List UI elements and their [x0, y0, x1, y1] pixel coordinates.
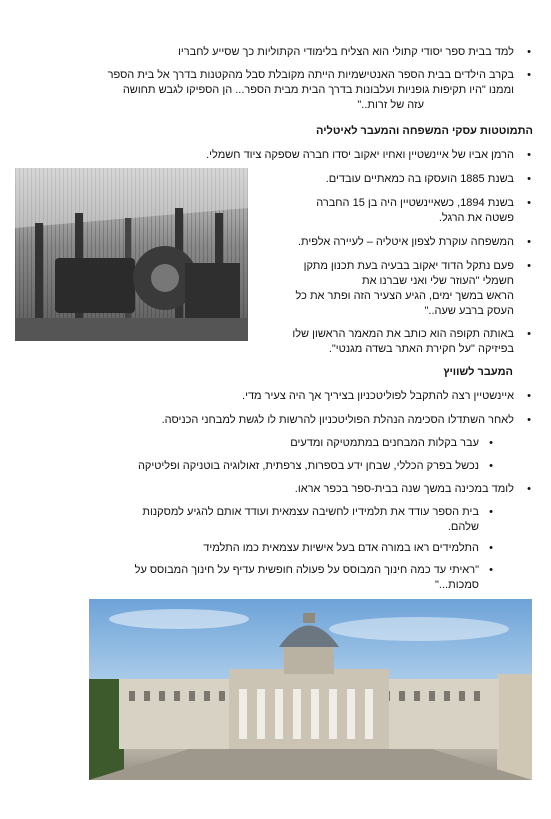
item-line: התלמידים ראו במורה אדם בעל אישיות עצמאית כמו התלמיד: [203, 542, 479, 554]
item-line: סמכות...": [435, 579, 479, 591]
item-line: עזה של זרות..": [357, 99, 424, 111]
item-line: בית הספר עודד את תלמידיו לחשיבה עצמאית ועודד אותם להגיע למסקנות: [142, 506, 479, 518]
item-line: וממנו "היו תקיפות גופניות ועלבונות בדרך הבית מבית הספר... הן הספיקו לגבש תחושה: [122, 84, 514, 96]
item-line: בשנת 1894, כשאיינשטיין היה בן 15 החברה: [316, 197, 514, 209]
item-line: בפיזיקה "על חקירת האתר בשדה מגנטי".: [328, 343, 514, 355]
bullet: •: [489, 460, 493, 472]
item-line: איינשטיין רצה להתקבל לפוליטכניון בציריך אך היה צעיר מדי.: [242, 390, 514, 402]
item-line: פשטה את הרגל.: [438, 212, 514, 224]
bullet: •: [527, 149, 531, 161]
list-item: [44, 389, 531, 404]
list-item: [44, 148, 531, 163]
bullet: •: [527, 414, 531, 426]
bullet: •: [527, 260, 531, 272]
bullet: •: [527, 390, 531, 402]
bullet: •: [527, 483, 531, 495]
university-building-icon: [89, 599, 532, 780]
factory-photo: [15, 168, 248, 341]
factory-engraving-icon: [15, 168, 248, 341]
item-line: נכשל בפרק הכללי, שבחן ידע בספרות, צרפתית, זאולוגיה בוטניקה ופליטיקה: [137, 460, 479, 472]
bullet: •: [527, 46, 531, 58]
list-item: [44, 482, 531, 497]
sub-list-item: [49, 541, 493, 556]
bullet: •: [527, 236, 531, 248]
section-heading: התמוטטות עסקי המשפחה והמעבר לאיטליה: [316, 125, 533, 137]
bullet: •: [489, 437, 493, 449]
section-heading: המעבר לשוויץ: [443, 366, 513, 378]
list-item: [44, 68, 531, 113]
item-line: חשמלי "העוזר שלי ואני שברנו את: [361, 275, 514, 287]
item-line: הרמן אביו של איינשטיין ואחיו יאקוב יסדו חברה שספקה ציוד חשמלי.: [206, 149, 514, 161]
item-line: באותה תקופה הוא כותב את המאמר הראשון שלו: [292, 328, 514, 340]
list-item: [264, 327, 531, 357]
item-line: הראש במשך ימים, הגיע הצעיר הזה ופתר את כל: [295, 290, 514, 302]
item-line: לומד במכינה במשך שנה בבית-ספר בכפר אראו.: [294, 483, 514, 495]
sub-list-item: [49, 459, 493, 474]
bullet: •: [527, 69, 531, 81]
bullet: •: [527, 328, 531, 340]
item-line: "ראיתי עד כמה חינוך המבוסס על פעולה חופשית עדיף על חינוך המבוסס על: [134, 564, 479, 576]
list-item: [264, 172, 531, 187]
item-line: פעם נתקל הדוד יאקוב בבעיה בעת תכנון מתקן: [303, 260, 514, 272]
item-line: בקרב הילדים בבית הספר האנטישמיות הייתה מקובלת סבל מהקטנות בדרך אל בית הספר: [107, 69, 514, 81]
item-line: לאחר השתדלו הסכימה הנהלת הפוליטכניון להרשות לו לגשת למבחני הכניסה.: [161, 414, 514, 426]
item-text: למד בבית ספר יסודי קתולי הוא הצליח בלימודי הקתוליות כך שסייע לחבריו: [178, 46, 514, 58]
item-line: שלהם.: [447, 521, 479, 533]
bullet: •: [527, 173, 531, 185]
item-line: בשנת 1885 הועסקו בה כמאתיים עובדים.: [325, 173, 514, 185]
list-item: [264, 235, 531, 250]
item-line: המשפחה עוקרת לצפון איטליה – לעיירה אלפית.: [297, 236, 514, 248]
bullet: •: [489, 542, 493, 554]
bullet: •: [527, 197, 531, 209]
list-item: [264, 196, 531, 226]
university-photo: [89, 599, 532, 780]
list-item: [44, 413, 531, 428]
item-line: העסק ברבע שעה..": [424, 305, 514, 317]
list-item: [264, 259, 531, 319]
bullet: •: [489, 506, 493, 518]
item-line: עבר בקלות המבחנים במתמטיקה ומדעים: [290, 437, 479, 449]
sub-list-item: [49, 436, 493, 451]
bullet: •: [489, 564, 493, 576]
sub-list-item: [49, 563, 493, 593]
list-item: [44, 45, 531, 60]
sub-list-item: [49, 505, 493, 535]
